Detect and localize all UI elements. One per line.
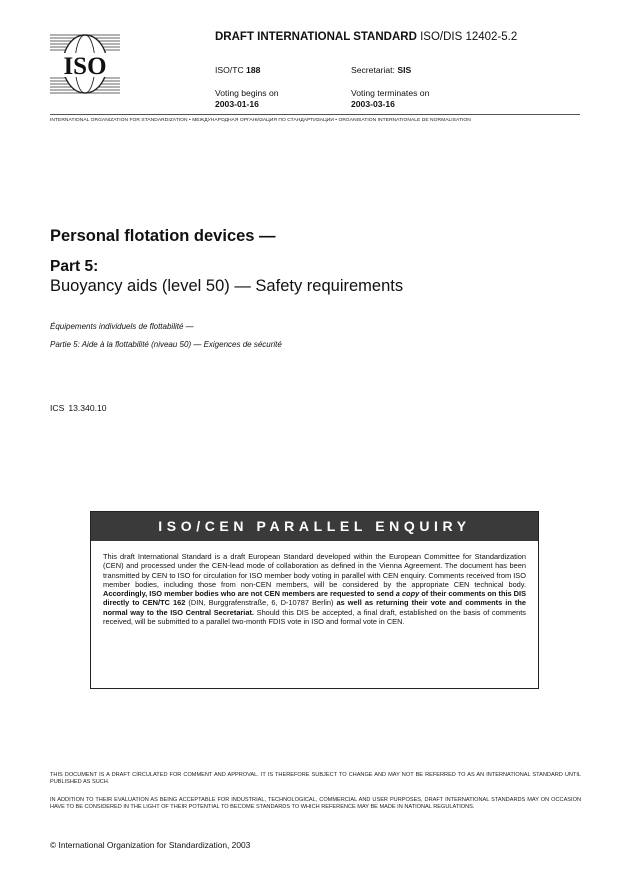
- voting-terminates-date: 2003-03-16: [351, 98, 395, 109]
- draft-notice: THIS DOCUMENT IS A DRAFT CIRCULATED FOR COMMENT AND APPROVAL. IT IS THEREFORE SUBJECT TO CHANGE AND MAY NOT BE REFERRED TO AS AN INTERNATIONAL STANDARD UNTIL PUBLISHED AS SUCH.: [50, 772, 581, 786]
- voting-begins: Voting begins on 2003-01-16: [215, 88, 279, 109]
- draft-standard-label: DRAFT INTERNATIONAL STANDARD: [215, 31, 417, 43]
- iso-logo: [50, 33, 120, 95]
- voting-terminates: Voting terminates on 2003-03-16: [351, 88, 430, 109]
- header-divider: [50, 114, 580, 115]
- organization-names: INTERNATIONAL ORGANIZATION FOR STANDARDIZATION • МЕЖДУНАРОДНАЯ ОРГАНИЗАЦИЯ ПО СТАНДАРТИЗАЦИИ • ORGANISATION INTERNATIONALE DE NORMALISATION: [50, 118, 471, 123]
- french-title-line1: Équipements individuels de flottabilité —: [50, 322, 194, 331]
- copyright: © International Organization for Standardization, 2003: [50, 840, 251, 850]
- enquiry-heading: ISO/CEN PARALLEL ENQUIRY: [91, 512, 538, 541]
- part-number: Part 5:: [50, 258, 99, 275]
- regulation-notice: IN ADDITION TO THEIR EVALUATION AS BEING ACCEPTABLE FOR INDUSTRIAL, TECHNOLOGICAL, COMMERCIAL AND USER PURPOSES, DRAFT INTERNATIONAL STANDARDS MAY ON OCCASION HAVE TO BE CONSIDERED IN THE LIGHT OF THEIR POTENTIAL TO BECOME STANDARDS TO WHICH REFERENCE MAY BE MADE IN NATIONAL REGULATIONS.: [50, 797, 581, 811]
- document-type-title: [215, 31, 517, 43]
- ics-code: ICS 13.340.10: [50, 403, 107, 413]
- french-title-line2: Partie 5: Aide à la flottabilité (niveau 50) — Exigences de sécurité: [50, 340, 282, 349]
- secretariat-value: SIS: [397, 65, 412, 75]
- main-title: Personal flotation devices —: [50, 227, 276, 245]
- enquiry-text: This draft International Standard is a draft European Standard developed within the European Committee for Standardization (CEN) and processed under the CEN-lead mode of collaboration as defined in the Vienna Agreement. The document has been transmitted by CEN to ISO for circulation for ISO member body voting in parallel with CEN enquiry. Comments received from ISO member bodies, including those from non-CEN members, will be considered by the appropriate CEN technical body. Accordingly, ISO member bodies who are not CEN members are requested to send a copy of their comments on this DIS directly to CEN/TC 162 (DIN, Burggrafenstraße, 6, D-10787 Berlin) as well as returning their vote and comments in the normal way to the ISO Central Secretariat. Should this DIS be accepted, a final draft, established on the basis of comments received, will be submitted to a parallel two-month FDIS vote in ISO and formal vote in CEN.: [103, 552, 527, 627]
- svg-text:ISO: ISO: [63, 53, 107, 80]
- technical-committee-value: 188: [246, 65, 261, 75]
- technical-committee: ISO/TC 188: [215, 65, 261, 75]
- part-title: Buoyancy aids (level 50) — Safety requirements: [50, 277, 404, 295]
- ics-value: 13.340.10: [68, 403, 107, 413]
- secretariat: Secretariat: SIS: [351, 65, 412, 75]
- voting-begins-date: 2003-01-16: [215, 98, 259, 109]
- document-number: ISO/DIS 12402-5.2: [420, 31, 518, 43]
- parallel-enquiry-box: [90, 511, 539, 689]
